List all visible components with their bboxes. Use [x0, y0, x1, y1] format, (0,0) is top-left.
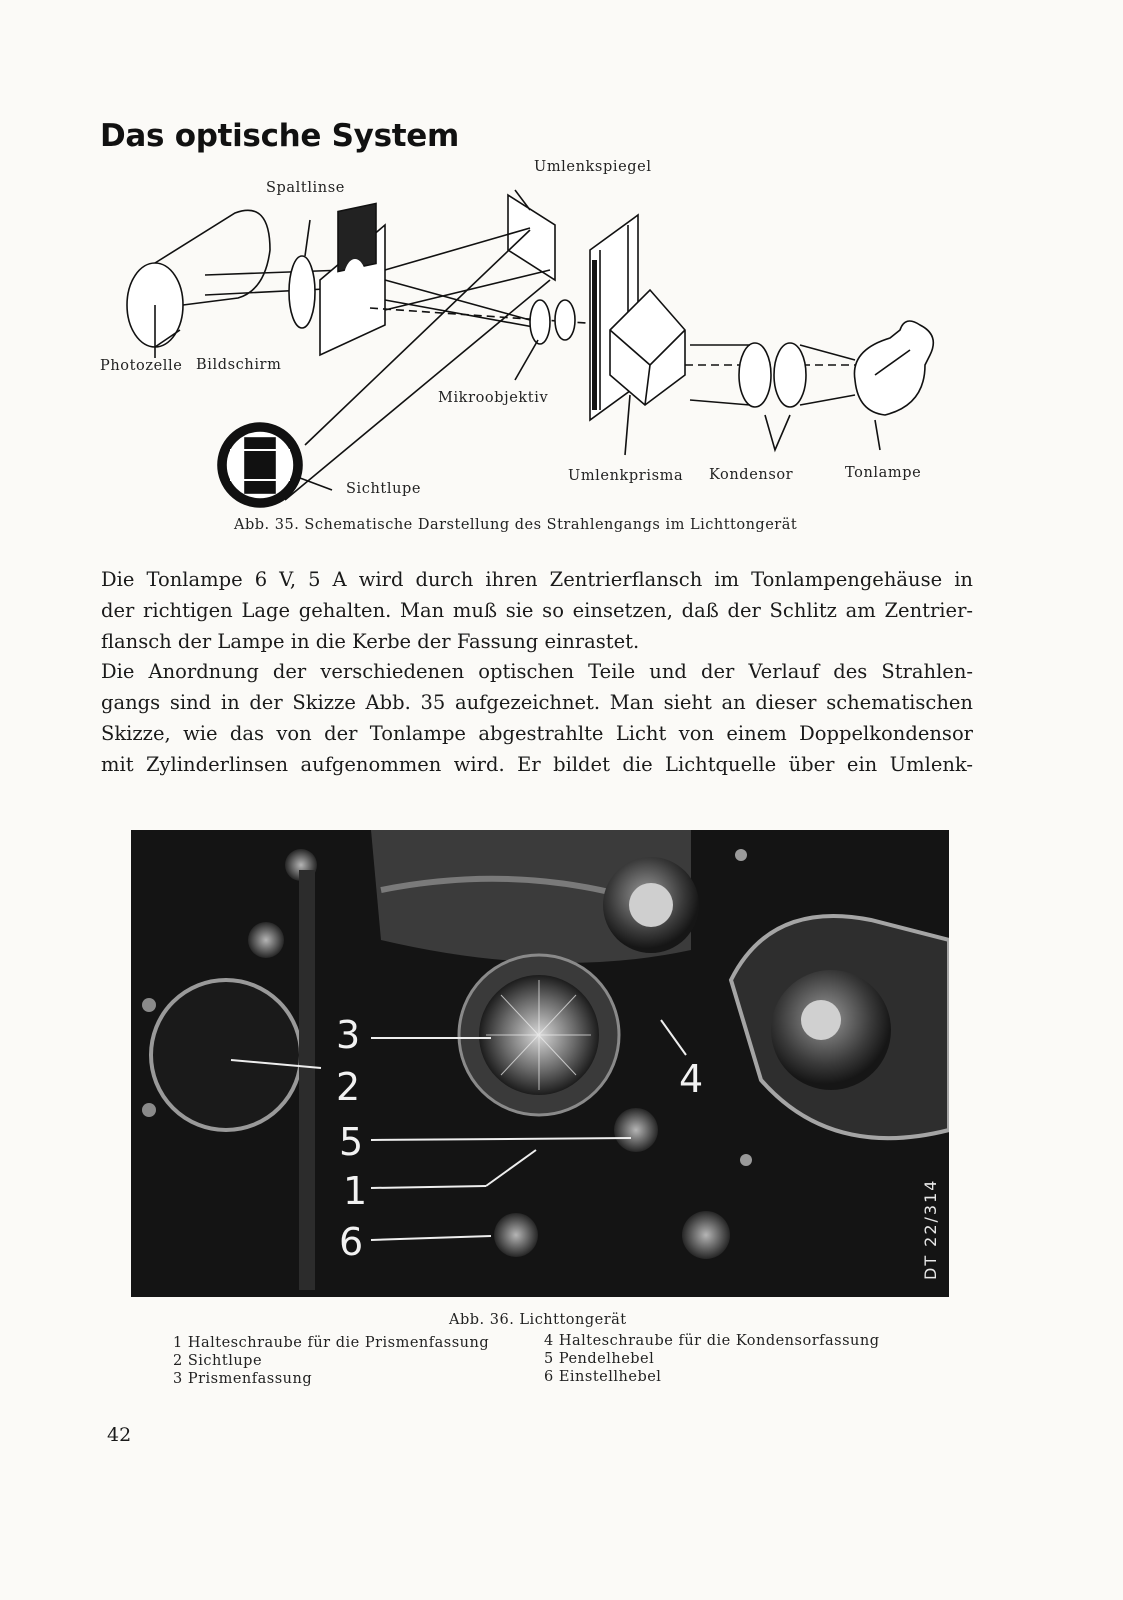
sichtlupe-ring	[151, 980, 301, 1130]
sound-unit-photo	[131, 830, 949, 1297]
legend-item: 5 Pendelhebel	[544, 1351, 655, 1367]
label-umlenkspiegel: Umlenkspiegel	[534, 159, 652, 175]
label-photozelle: Photozelle	[100, 358, 183, 374]
deflection-mirror	[508, 195, 555, 280]
label-umlenkprisma: Umlenkprisma	[568, 468, 684, 484]
legend-item: 6 Einstellhebel	[544, 1369, 662, 1385]
label-tonlampe: Tonlampe	[845, 465, 922, 481]
legend-item: 4 Halteschraube für die Kondensorfassung	[544, 1333, 880, 1349]
label-bildschirm: Bildschirm	[196, 357, 282, 373]
legend-right	[544, 1332, 879, 1386]
pendulum-lever-knob	[614, 1108, 658, 1152]
callout-5: 5	[339, 1120, 364, 1164]
label-spaltlinse: Spaltlinse	[266, 180, 345, 196]
figure-35-caption: Abb. 35. Schematische Darstellung des Strahlengangs im Lichttongerät	[234, 517, 798, 533]
legend-item: 1 Halteschraube für die Prismenfassung	[173, 1335, 490, 1351]
paragraph-1	[101, 564, 973, 657]
knob-left	[248, 922, 284, 958]
callout-6: 6	[339, 1220, 364, 1264]
page-number: 42	[107, 1424, 132, 1446]
paragraph-line: flansch der Lampe in die Kerbe der Fassung einrastet.	[101, 630, 640, 653]
callout-4: 4	[679, 1057, 704, 1101]
legend-item: 3 Prismenfassung	[173, 1371, 313, 1387]
paragraph-line: Die Anordnung der verschiedenen optischen Teile und der Verlauf des Strahlen-	[101, 660, 973, 683]
legend-left	[173, 1334, 489, 1388]
micro-objective-lens-1	[530, 300, 550, 344]
micro-objective-lens-2	[555, 300, 575, 340]
screw-right	[735, 849, 747, 861]
callout-2: 2	[336, 1065, 361, 1109]
optical-schematic-diagram	[110, 180, 950, 520]
label-kondensor: Kondensor	[709, 467, 794, 483]
adjusting-lever-knob	[494, 1213, 538, 1257]
label-mikroobjektiv: Mikroobjektiv	[438, 390, 549, 406]
paragraph-line: Die Tonlampe 6 V, 5 A wird durch ihren Zentrierflansch im Tonlampengehäuse in	[101, 568, 973, 591]
screw-left-bottom	[142, 1103, 156, 1117]
paragraph-line: mit Zylinderlinsen aufgenommen wird. Er bildet die Lichtquelle über ein Umlenk-	[101, 753, 973, 776]
condenser-lens-2	[774, 343, 806, 407]
paragraph-line: Skizze, wie das von der Tonlampe abgestrahlte Licht von einem Doppelkondensor	[101, 722, 973, 745]
knob-bottom-right	[682, 1211, 730, 1259]
label-sichtlupe: Sichtlupe	[346, 481, 422, 497]
condenser-lens-1	[739, 343, 771, 407]
sound-lamp	[854, 321, 933, 415]
callout-1: 1	[343, 1169, 368, 1213]
screw-left-top	[142, 998, 156, 1012]
callout-3: 3	[336, 1013, 361, 1057]
paragraph-2	[101, 656, 973, 780]
screw-mid-right	[740, 1154, 752, 1166]
slit-lens	[289, 256, 315, 328]
figure-36-caption: Abb. 36. Lichttongerät	[449, 1312, 627, 1328]
photo-stamp: DT 22/314	[921, 1178, 940, 1280]
photo-illustration	[131, 830, 949, 1297]
legend-item: 2 Sichtlupe	[173, 1353, 263, 1369]
page-title: Das optische System	[100, 118, 459, 154]
paragraph-line: der richtigen Lage gehalten. Man muß sie so einsetzen, daß der Schlitz am Zentrier-	[101, 599, 973, 622]
paragraph-line: gangs sind in der Skizze Abb. 35 aufgezeichnet. Man sieht an dieser schematischen	[101, 691, 973, 714]
